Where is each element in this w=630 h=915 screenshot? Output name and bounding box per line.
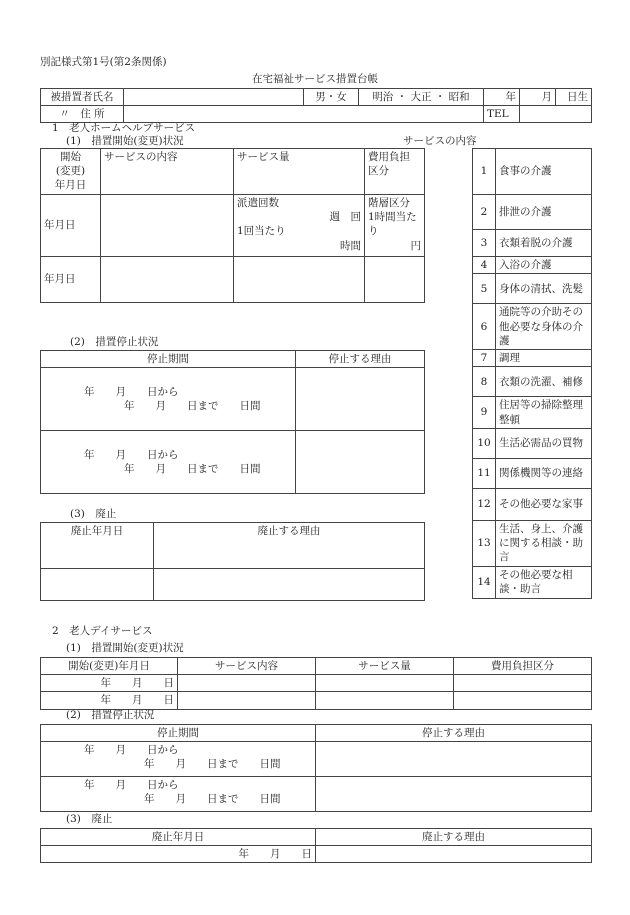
s1-col-stop-reason: 停止する理由 (296, 351, 425, 368)
to-line: 年 月 日まで 日間 (124, 463, 261, 476)
service-text: 生活必需品の買物 (496, 428, 592, 458)
birth-month[interactable]: 月 (520, 89, 556, 106)
service-num: 11 (473, 458, 496, 488)
era-field[interactable]: 明治 ・ 大正 ・ 昭和 (359, 89, 484, 106)
s2-stop-period-1[interactable] (41, 742, 316, 777)
s2-col-date: 開始(変更)年月日 (41, 658, 178, 675)
service-num: 4 (473, 257, 496, 274)
service-text: 衣類の洗濯、補修 (496, 367, 592, 397)
s2-stop-reason-1[interactable] (316, 742, 592, 777)
service-num: 12 (473, 488, 496, 520)
per-time-label: 1回当たり (237, 225, 286, 238)
hours-label: 時間 (340, 239, 361, 252)
s2-col-content: サービス内容 (178, 658, 316, 675)
from-line: 年 月 日から (84, 779, 179, 792)
s2-start-table (40, 657, 592, 710)
s1-col-amount: サービス量 (234, 149, 365, 195)
s2-row2-date[interactable]: 年 月 日 (41, 692, 178, 709)
s2-col-amount: サービス量 (316, 658, 454, 675)
s1-row1-content[interactable] (101, 195, 234, 257)
form-label: 別記様式第1号(第2条関係) (40, 56, 167, 68)
s1-col-abolish-date: 廃止年月日 (41, 523, 154, 569)
service-text: 入浴の介護 (496, 257, 592, 274)
tier-label: 階層区分 1時間当たり (368, 197, 417, 238)
to-line: 年 月 日まで 日間 (144, 793, 281, 806)
address-field[interactable] (124, 106, 484, 123)
service-text: 排泄の介護 (496, 195, 592, 230)
birth-year[interactable]: 年 (484, 89, 520, 106)
from-line: 年 月 日から (84, 744, 179, 757)
section1-title: 1 老人ホームヘルプサービス (52, 122, 196, 134)
service-num: 7 (473, 350, 496, 367)
section1-sub3: (3) 廃止 (70, 508, 117, 520)
s2-row2-amount[interactable] (316, 692, 454, 709)
s2-stop-period-2[interactable] (41, 777, 316, 812)
s2-row1-amount[interactable] (316, 675, 454, 692)
s1-stop-reason-1[interactable] (296, 368, 425, 431)
s2-abolish-table (40, 828, 592, 863)
from-line: 年 月 日から (84, 449, 179, 461)
s1-col-start: 開始 (変更) 年月日 (41, 149, 101, 195)
section2-sub1: (1) 措置開始(変更)状況 (66, 642, 184, 654)
service-num: 1 (473, 149, 496, 195)
service-text: 生活、身上、介護に関する相談・助言 (496, 520, 592, 566)
s1-row2-content[interactable] (101, 257, 234, 303)
s2-col-abolish-reason: 廃止する理由 (316, 829, 592, 846)
s1-row1-fee[interactable] (365, 195, 425, 257)
tel-field[interactable] (520, 106, 592, 123)
address-label: 〃 住 所 (41, 106, 124, 123)
yen-label: 円 (410, 239, 421, 252)
s2-abolish-reason[interactable] (316, 846, 592, 863)
form-title: 在宅福祉サービス措置台帳 (252, 73, 378, 85)
s2-row2-content[interactable] (178, 692, 316, 709)
service-num: 2 (473, 195, 496, 230)
s1-row2-fee[interactable] (365, 257, 425, 303)
s1-abolish-reason[interactable] (154, 569, 425, 601)
service-list-table (472, 148, 592, 599)
service-num: 5 (473, 274, 496, 304)
service-text: その他必要な相談・助言 (496, 566, 592, 598)
service-num: 9 (473, 397, 496, 428)
service-text: 関係機関等の連絡 (496, 458, 592, 488)
s2-row2-fee[interactable] (454, 692, 592, 709)
s1-row1-amount[interactable] (234, 195, 365, 257)
section2-title: 2 老人デイサービス (52, 625, 153, 637)
s2-col-period: 停止期間 (41, 725, 316, 742)
section2-sub2: (2) 措置停止状況 (66, 709, 155, 721)
per-week-label: 週 回 (329, 211, 361, 224)
service-num: 10 (473, 428, 496, 458)
s1-abolish-table (40, 522, 425, 601)
service-num: 13 (473, 520, 496, 566)
s1-stop-table (40, 350, 425, 494)
s2-row1-fee[interactable] (454, 675, 592, 692)
birth-day[interactable]: 日生 (556, 89, 592, 106)
s1-col-abolish-reason: 廃止する理由 (154, 523, 425, 569)
section1-sub2: (2) 措置停止状況 (70, 336, 159, 348)
s1-col-period: 停止期間 (41, 351, 296, 368)
service-num: 8 (473, 367, 496, 397)
s2-abolish-date[interactable]: 年 月 日 (41, 846, 316, 863)
service-text: 通院等の介助その他必要な身体の介護 (496, 304, 592, 350)
tel-label: TEL (484, 106, 520, 123)
from-line: 年 月 日から (84, 386, 179, 398)
section2-sub3: (3) 廃止 (66, 813, 113, 825)
to-line: 年 月 日まで 日間 (124, 400, 261, 413)
name-field[interactable] (124, 89, 304, 106)
service-num: 14 (473, 566, 496, 598)
s1-stop-period-2[interactable] (41, 431, 296, 494)
service-text: 身体の清拭、洗髪 (496, 274, 592, 304)
s1-col-content: サービスの内容 (101, 149, 234, 195)
s1-row1-date[interactable]: 年月日 (41, 195, 101, 257)
service-text: 衣類着脱の介護 (496, 230, 592, 257)
s2-row1-date[interactable]: 年 月 日 (41, 675, 178, 692)
to-line: 年 月 日まで 日間 (144, 758, 281, 771)
service-text: 住居等の掃除整理整頓 (496, 397, 592, 428)
s1-row2-amount[interactable] (234, 257, 365, 303)
s2-col-fee: 費用負担区分 (454, 658, 592, 675)
service-text: 食事の介護 (496, 149, 592, 195)
s1-abolish-date[interactable] (41, 569, 154, 601)
section1-sub1: (1) 措置開始(変更)状況 (66, 135, 184, 147)
service-list-title: サービスの内容 (403, 135, 477, 147)
service-num: 3 (473, 230, 496, 257)
s1-stop-period-1[interactable] (41, 368, 296, 431)
s2-col-abolish-date: 廃止年月日 (41, 829, 316, 846)
s2-row1-content[interactable] (178, 675, 316, 692)
s1-row2-date[interactable]: 年月日 (41, 257, 101, 303)
s1-start-table (40, 148, 425, 303)
sex-field[interactable]: 男・女 (304, 89, 359, 106)
s1-stop-reason-2[interactable] (296, 431, 425, 494)
s2-col-stop-reason: 停止する理由 (316, 725, 592, 742)
name-label: 被措置者氏名 (41, 89, 124, 106)
service-text: 調理 (496, 350, 592, 367)
s1-col-fee: 費用負担 区分 (365, 149, 425, 195)
service-num: 6 (473, 304, 496, 350)
s2-stop-table (40, 724, 592, 812)
s2-stop-reason-2[interactable] (316, 777, 592, 812)
dispatch-label: 派遣回数 (237, 197, 279, 209)
service-text: その他必要な家事 (496, 488, 592, 520)
header-table (40, 88, 592, 123)
